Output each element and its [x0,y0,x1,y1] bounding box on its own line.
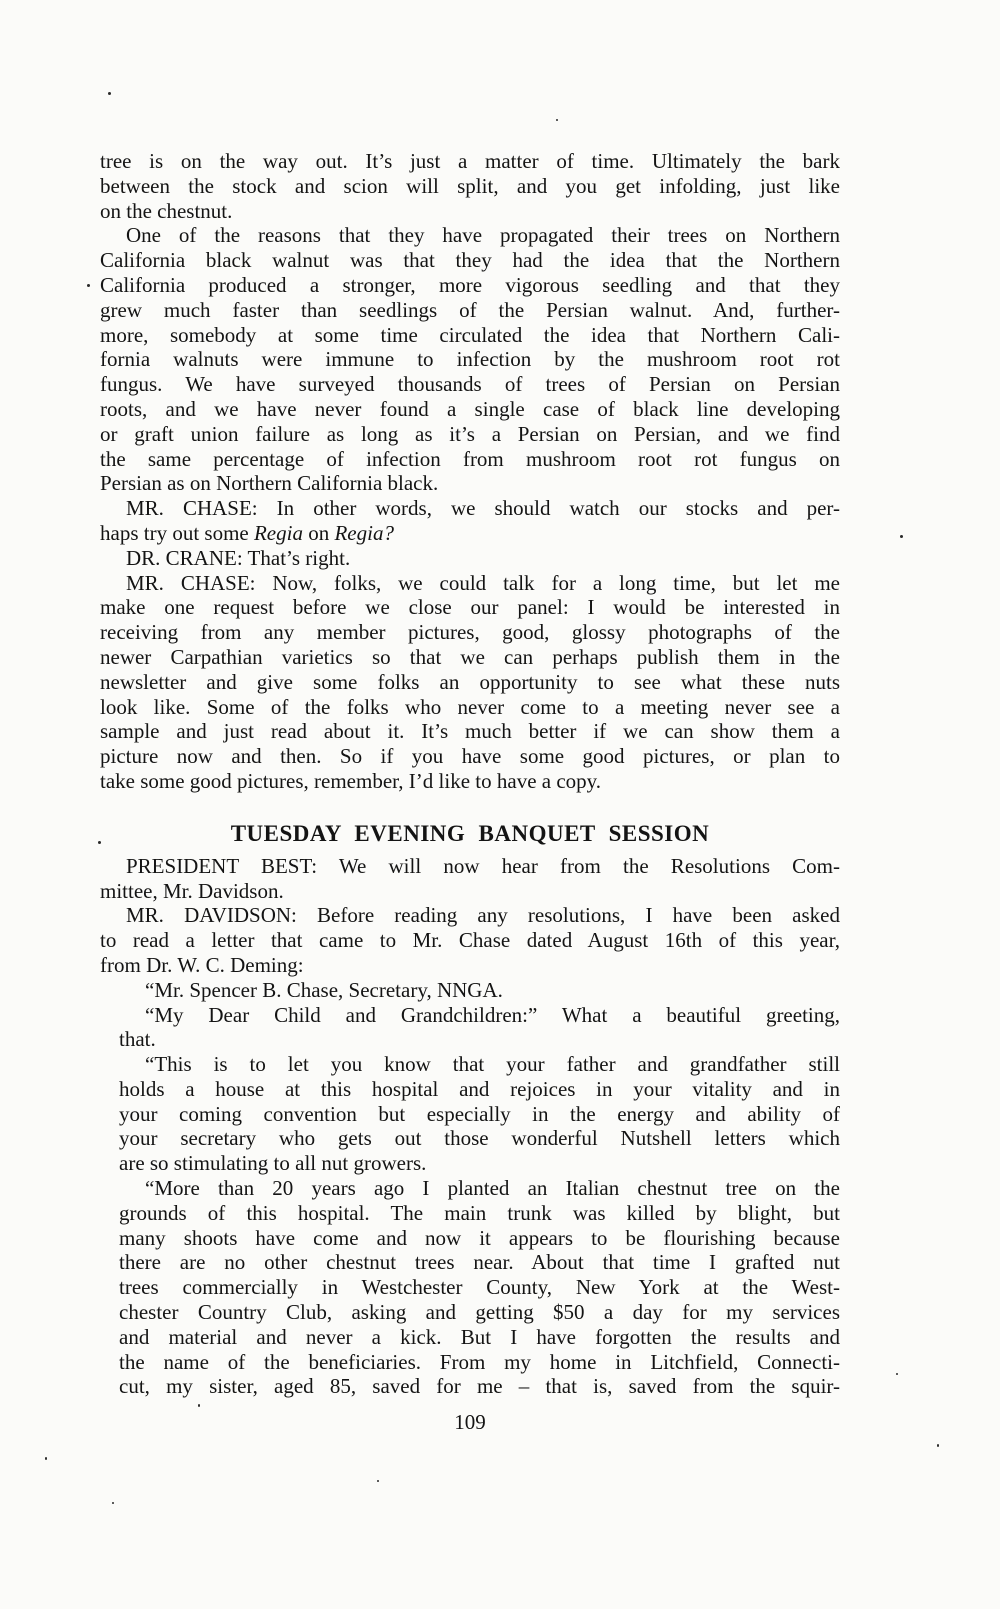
text-line: “My Dear Child and Grandchildren:” What a beautiful greeting, [145,1002,840,1027]
text-line: look like. Some of the folks who never come to a meeting never see a [100,694,840,719]
text-line: DR. CRANE: That’s right. [126,545,351,570]
text-line: to read a letter that came to Mr. Chase dated August 16th of this year, [100,928,840,953]
scan-speck [900,535,903,538]
paragraph-mr-chase-question [100,496,840,546]
paragraph-first-lines [100,496,840,521]
text-line: on the chestnut. [100,198,233,223]
paragraph-mr-davidson [100,903,840,977]
scan-speck [87,284,90,287]
text-line: fornia walnuts were immune to infection by the mushroom root rot [100,347,840,372]
text-line: grew much faster than seedlings of the Persian walnut. And, further- [100,297,840,322]
text-line: PRESIDENT BEST: We will now hear from the Resolutions Com- [126,853,840,878]
paragraph-mr-chase-request [100,571,840,794]
italic-word-regia: Regia [253,520,303,545]
text-line: mittee, Mr. Davidson. [100,878,284,903]
scan-speck [377,1480,379,1482]
text-line: take some good pictures, remember, I’d like to have a copy. [100,768,602,793]
text-line: the same percentage of infection from mushroom root rot fungus on [100,446,840,471]
text-line: make one request before we close our panel: I would be interested in [100,595,840,620]
text-line: and material and never a kick. But I have forgotten the results and [119,1324,840,1349]
text-line: “This is to let you know that your father and grandfather still [145,1052,840,1077]
text-line: newer Carpathian varietics so that we can perhaps publish them in the [100,644,840,669]
text-line: are so stimulating to all nut growers. [119,1151,427,1176]
text-line: grounds of this hospital. The main trunk was killed by blight, but [119,1200,840,1225]
text-line: tree is on the way out. It’s just a matter of time. Ultimately the bark [100,149,840,173]
text-line: that. [119,1027,156,1052]
page-number: 109 [454,1410,486,1435]
section-heading: TUESDAY EVENING BANQUET SESSION [230,820,710,846]
letter-paragraph [119,1052,840,1176]
letter-greeting [119,1003,840,1053]
text-line: MR. CHASE: In other words, we should watch our stocks and per- [126,496,840,521]
letter-salutation [119,978,840,1003]
scan-speck [556,119,558,121]
text-line: fungus. We have surveyed thousands of trees of Persian on Persian [100,372,840,397]
text-line: MR. CHASE: Now, folks, we could talk for a long time, but let me [126,570,840,595]
text-line: your coming convention but especially in the energy and ability of [119,1101,840,1126]
text-block [100,149,840,1435]
paragraph [100,223,840,496]
text-line: trees commercially in Westchester County, New York at the West- [119,1275,840,1300]
letter-paragraph [119,1176,840,1399]
scan-speck [937,1444,939,1447]
text-line: there are no other chestnut trees near. About that time I grafted nut [119,1250,840,1275]
text-line: newsletter and give some folks an opportunity to see what these nuts [100,669,840,694]
text-line: “Mr. Spencer B. Chase, Secretary, NNGA. [145,977,503,1002]
text-line: California produced a stronger, more vigorous seedling and that they [100,272,840,297]
italic-word-regia: Regia? [334,520,394,545]
text-line: “More than 20 years ago I planted an Italian chestnut tree on the [145,1176,840,1201]
paragraph-continuation [100,149,840,223]
text-line: One of the reasons that they have propagated their trees on Northern [126,223,840,248]
scan-speck [45,1457,47,1460]
text-line: more, somebody at some time circulated the idea that Northern Cali- [100,322,840,347]
text-line: many shoots have come and now it appears to be flourishing because [119,1225,840,1250]
text-line: MR. DAVIDSON: Before reading any resolutions, I have been asked [126,903,840,928]
scan-speck [112,1502,114,1504]
text-line: holds a house at this hospital and rejoices in your vitality and in [119,1076,840,1101]
scan-speck [108,92,111,95]
scan-speck [896,1373,898,1375]
text-line: cut, my sister, aged 85, saved for me – that is, saved from the squir- [119,1374,840,1399]
text-line: roots, and we have never found a single case of black line developing [100,396,840,421]
text-line: from Dr. W. C. Deming: [100,952,304,977]
line-text: haps try out some [100,520,254,545]
letter-block [119,978,840,1400]
line-text: on [302,520,335,545]
text-line: the name of the beneficiaries. From my home in Litchfield, Connecti- [119,1349,840,1374]
text-line: sample and just read about it. It’s much better if we can show them a [100,719,840,744]
text-line: California black walnut was that they had the idea that the Northern [100,248,840,273]
text-line: picture now and then. So if you have some good pictures, or plan to [100,744,840,769]
text-line: between the stock and scion will split, and you get infolding, just like [100,173,840,198]
text-line: Persian as on Northern California black. [100,471,439,496]
text-line: receiving from any member pictures, good, glossy photographs of the [100,620,840,645]
text-line-with-italics [100,521,840,546]
text-line: your secretary who gets out those wonderful Nutshell letters which [119,1126,840,1151]
text-line: chester Country Club, asking and getting $50 a day for my services [119,1300,840,1325]
paragraph-dr-crane [100,546,840,571]
paragraph-president-best [100,854,840,904]
text-line: or graft union failure as long as it’s a Persian on Persian, and we find [100,421,840,446]
